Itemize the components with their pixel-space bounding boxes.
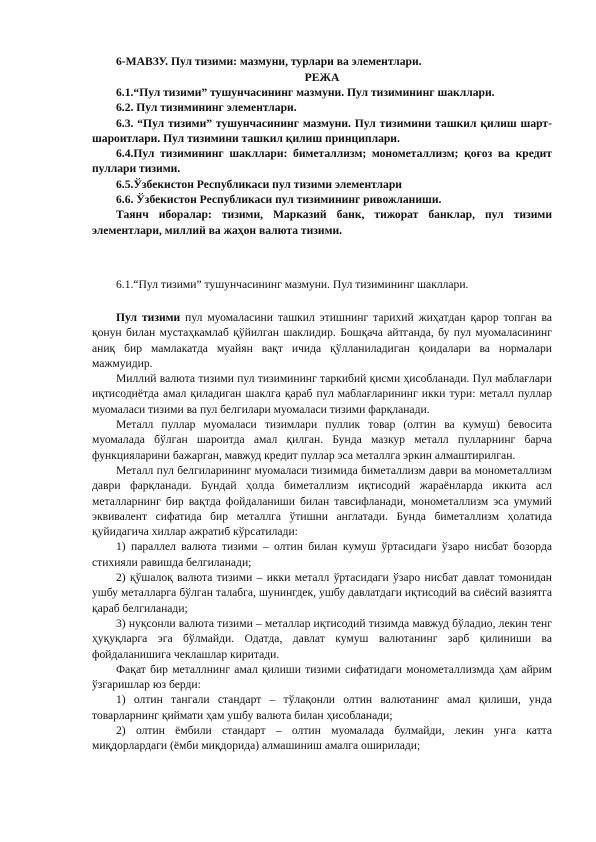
paragraph: Металл пул белгиларининг муомаласи тизимида биметаллизм даври ва монометаллизм даври фарқланади. Бундай ҳолда биметаллизм иқтисодий жараёнларда иккита асл металларнинг бир вақтда фойдаланиши билан тавсифланади, монометаллизм эса умумий эквивалент сифатида бир металлга ўтишни англатади. Бунда биметаллизм ҳолатида қуйидагича хиллар ажратиб кўрсатилади:: [92, 463, 552, 539]
plan-item: 6.3. “Пул тизими” тушунчасининг мазмуни. Пул тизимини ташкил қилиш шарт-шароитлари. Пул тизимини ташкил қилиш принциплари.: [92, 116, 552, 145]
paragraph-intro-text: пул муомаласини ташкил этишнинг тарихий жиҳатдан қарор топган ва қонун билан мустаҳкамлаб қўйилган шаклидир. Бошқача айтганда, бу пул муомаласининг аниқ бир мамлакатда муайян вақт ичида қўлланиладиган қоидалари ва нормалари мажмуидир.: [92, 311, 552, 370]
keywords: Таянч иборалар: тизими, Марказий банк, тижорат банклар, пул тизими элементлари, миллий ва жаҳон валюта тизими.: [92, 208, 552, 237]
paragraph-intro: [92, 310, 552, 371]
plan-item: 6.4.Пул тизимининг шакллари: биметаллизм; монометаллизм; қоғоз ва кредит пуллари тизими.: [92, 147, 552, 176]
plan-heading: РЕЖА: [304, 71, 340, 84]
list-item: 1) параллел валюта тизими – олтин билан кумуш ўртасидаги ўзаро нисбат бозорда стихияли равишда белгиланади;: [92, 540, 552, 569]
body-text: [92, 310, 552, 754]
term-pul-tizimi: Пул тизими: [116, 311, 181, 324]
plan-item: 6.2. Пул тизимининг элементлари.: [116, 101, 297, 115]
topic-title: 6-МАВЗУ. Пул тизими: мазмуни, турлари ва элементлари.: [116, 55, 422, 68]
plan-item: 6.5.Ўзбекистон Республикаси пул тизими элементлари: [116, 177, 402, 191]
paragraph: Фақат бир металлнинг амал қилиши тизими сифатидаги монометаллизмда ҳам айрим ўзгаришлар юз берди:: [92, 662, 552, 692]
section-heading: 6.1.“Пул тизими” тушунчасининг мазмуни. Пул тизимининг шакллари.: [116, 278, 469, 291]
list-item: 2) олтин ёмбили стандарт – олтин муомалада булмайди, лекин унга катта миқдорлардаги (ёмби миқдорида) алмашиниш амалга оширилади;: [92, 724, 552, 753]
plan-list: [92, 85, 552, 238]
paragraph: Металл пуллар муомаласи тизимлари пуллик товар (олтин ва кумуш) бевосита муомалада бўлган шароитда амал қилган. Бунда мазкур металл пулларнинг барча функцияларини бажарган, мавжуд кредит пуллар эса металлга эркин алмаштирилган.: [92, 418, 552, 462]
paragraph: Миллий валюта тизими пул тизимининг таркибий қисми ҳисобланади. Пул маблағлари иқтисодиётда амал қиладиган шаклга қараб пул маблағларининг икки тури: металл пуллар муомаласи тизими ва пул белгилари муомаласи тизими фарқланади.: [92, 372, 552, 416]
list-item: 2) қўшалоқ валюта тизими – икки металл ўртасидаги ўзаро нисбат давлат томонидан ушбу металларга бўлган талабга, шунингдек, ушбу давлатдаги иқтисодий ва сиёсий вазиятга қараб белгиланади;: [92, 571, 552, 615]
plan-item: 6.1.“Пул тизими” тушунчасининг мазмуни. Пул тизимининг шакллари.: [116, 86, 495, 99]
list-item: 1) олтин тангали стандарт – тўлақонли олтин валютанинг амал қилиши, унда товарларнинг қиймати ҳам ушбу валюта билан ҳисобланади;: [92, 693, 552, 722]
plan-item: 6.6. Ўзбекистон Республикаси пул тизимининг ривожланиши.: [116, 193, 442, 207]
list-item: 3) нуқсонли валюта тизими – металлар иқтисодий тизимда мавжуд бўладио, лекин тенг ҳуқуқларга эга бўлмайди. Одатда, давлат кумуш валютанинг зарб қилиниши ва фойдаланишига чеклашлар киритади.: [92, 616, 552, 661]
